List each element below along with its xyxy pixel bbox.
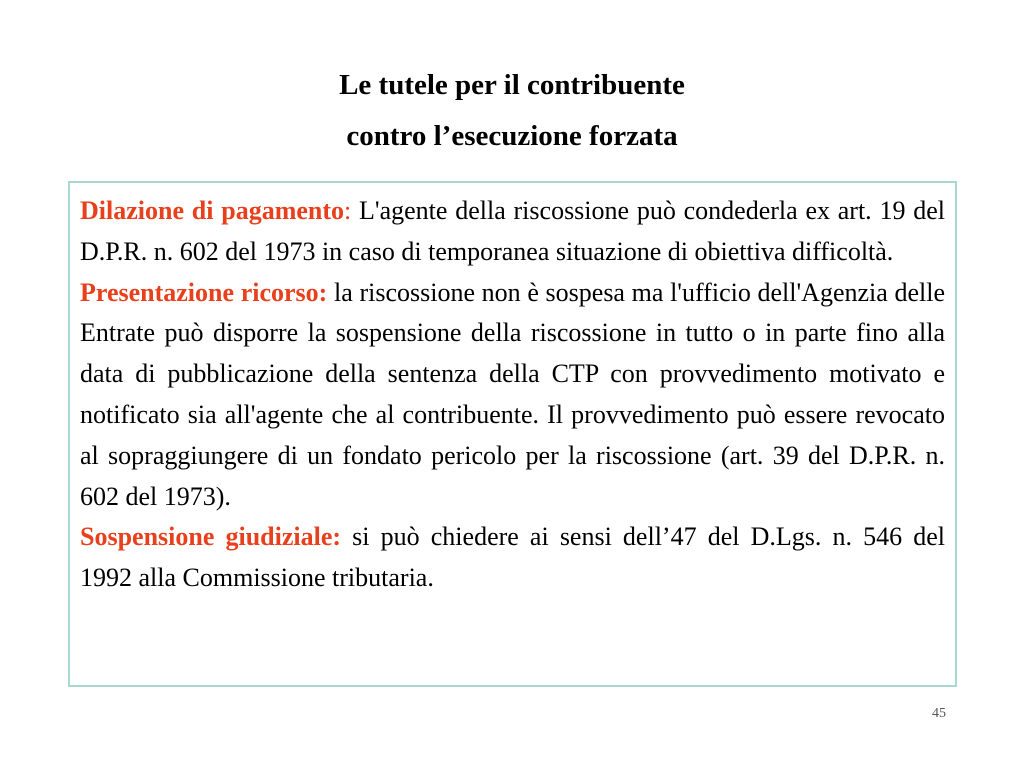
term-dilazione: Dilazione di pagamento: [80, 196, 345, 225]
page-number: 45: [932, 706, 946, 721]
paragraph-text: la riscossione non è sospesa ma l'ufficio dell'Agenzia delle Entrate può disporre la sospensione della riscossione in tutto o in parte fino alla data di pubblicazione della sentenza della CTP con provvedimento motivato e notificato sia all'agente che al contribuente. Il provvedimento può essere revocato al sopraggiungere di un fondato pericolo per la riscossione (art. 39 del D.P.R. n. 602 del 1973).: [80, 277, 945, 511]
slide-title: [0, 60, 1024, 162]
slide-title-line-1: Le tutele per il contribuente: [339, 69, 685, 101]
paragraph-sospensione: [80, 517, 945, 599]
paragraph-ricorso: [80, 273, 945, 518]
paragraph-text: L'agente della riscossione può condederla ex art. 19 del D.P.R. n. 602 del 1973 in caso di temporanea situazione di obiettiva difficoltà.: [80, 196, 946, 266]
slide-title-line-2: contro l’esecuzione forzata: [346, 120, 678, 152]
term-sospensione: Sospensione giudiziale:: [80, 522, 342, 552]
paragraph-text: si può chiedere ai sensi dell’47 del D.Lgs. n. 546 del 1992 alla Commissione tributaria.: [80, 522, 945, 593]
content-box: [68, 181, 957, 687]
term-separator: :: [344, 196, 352, 225]
term-ricorso: Presentazione ricorso:: [80, 277, 328, 307]
paragraph-dilazione: [80, 191, 945, 273]
